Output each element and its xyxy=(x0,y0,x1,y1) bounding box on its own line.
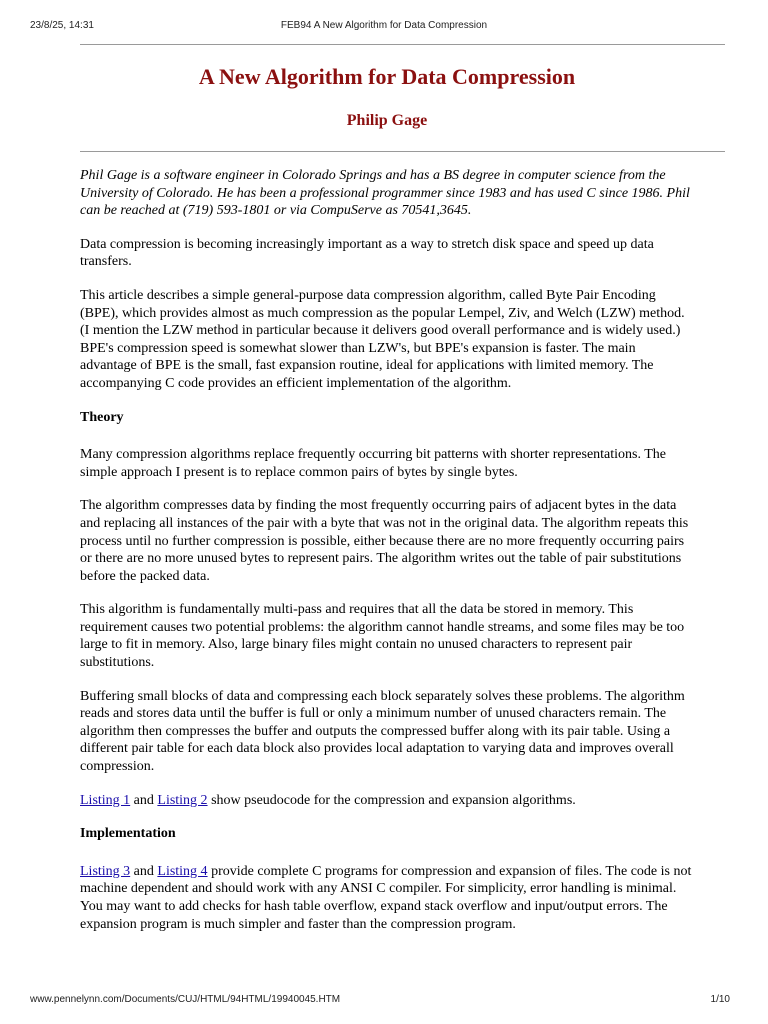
title-divider xyxy=(80,151,725,152)
top-divider xyxy=(80,44,725,45)
print-header xyxy=(30,20,738,34)
print-doc-title: FEB94 A New Algorithm for Data Compression xyxy=(280,20,488,31)
article-author: Philip Gage xyxy=(346,112,428,129)
theory-paragraph-1: Many compression algorithms replace frequently occurring bit patterns with shorter representations. The simple approach I present is to replace common pairs of bytes by single bytes. xyxy=(80,447,667,480)
impl-rest-text: provide complete C programs for compression and expansion of files. The code is not machine dependent and should work with any ANSI C compiler. For simplicity, error handling is minimal. You may want to add checks for hash table overflow, expand stack overflow and input/output errors. The expansion program is much simpler and faster than the compression program. xyxy=(80,863,692,932)
theory-paragraph-2: The algorithm compresses data by finding the most frequently occurring pairs of adjacent bytes in the data and replacing all instances of the pair with a byte that was not in the original data. The algorithm repeats this process until no further compression is possible, either because there are no more frequently occurring pairs or there are no more unused bytes to represent pairs. The algorithm writes out the table of pair substitutions before the packed data. xyxy=(80,498,689,584)
author-bio: Phil Gage is a software engineer in Colorado Springs and has a BS degree in computer science from the University of Colorado. He has been a professional programmer since 1983 and has used C since 1986. Phil can be reached at (719) 593-1801 or via CompuServe as 70541,3645. xyxy=(80,168,690,219)
impl-and-text: and xyxy=(130,863,158,879)
bpe-paragraph: This article describes a simple general-purpose data compression algorithm, called Byte Pair Encoding (BPE), which provides almost as much compression as the popular Lempel, Ziv, and Welch (LZW) method. (I mention the LZW method in particular because it delivers good overall performance and is widely used.) BPE's compression speed is somewhat slower than LZW's, but BPE's expansion is faster. The main advantage of BPE is the small, fast expansion routine, ideal for applications with limited memory. The accompanying C code provides an efficient implementation of the algorithm. xyxy=(80,287,685,391)
listings-rest-text: show pseudocode for the compression and expansion algorithms. xyxy=(207,792,576,808)
section-heading-implementation: Implementation xyxy=(80,826,176,842)
listing-2-link[interactable]: Listing 2 xyxy=(157,792,208,808)
section-heading-theory: Theory xyxy=(80,409,124,425)
print-datetime: 23/8/25, 14:31 xyxy=(30,20,94,31)
article-body xyxy=(80,167,692,949)
listing-1-link[interactable]: Listing 1 xyxy=(80,792,131,808)
listings-and-text: and xyxy=(130,792,158,808)
print-page-number: 1/10 xyxy=(710,994,730,1005)
listings-paragraph xyxy=(80,792,692,810)
print-url: www.pennelynn.com/Documents/CUJ/HTML/94HTML/19940045.HTM xyxy=(30,994,341,1005)
theory-paragraph-3: This algorithm is fundamentally multi-pass and requires that all the data be stored in memory. This requirement causes two potential problems: the algorithm cannot handle streams, and some files may be too large to fit in memory. Also, large binary files might contain no unused characters to represent pair substitutions. xyxy=(80,602,685,671)
listing-4-link[interactable]: Listing 4 xyxy=(157,863,208,879)
intro-paragraph: Data compression is becoming increasingly important as a way to stretch disk space and speed up data transfers. xyxy=(80,236,654,270)
print-footer xyxy=(30,994,738,1008)
implementation-paragraph xyxy=(80,863,692,933)
listing-3-link[interactable]: Listing 3 xyxy=(80,863,131,879)
theory-paragraph-4: Buffering small blocks of data and compressing each block separately solves these problems. The algorithm reads and stores data until the buffer is full or only a minimum number of unused characters remain. The algorithm then compresses the buffer and outputs the compressed buffer along with its pair table. Using a different pair table for each data block also provides local adaptation to varying data and improves overall compression. xyxy=(80,688,685,775)
article-title: A New Algorithm for Data Compression xyxy=(198,64,576,89)
